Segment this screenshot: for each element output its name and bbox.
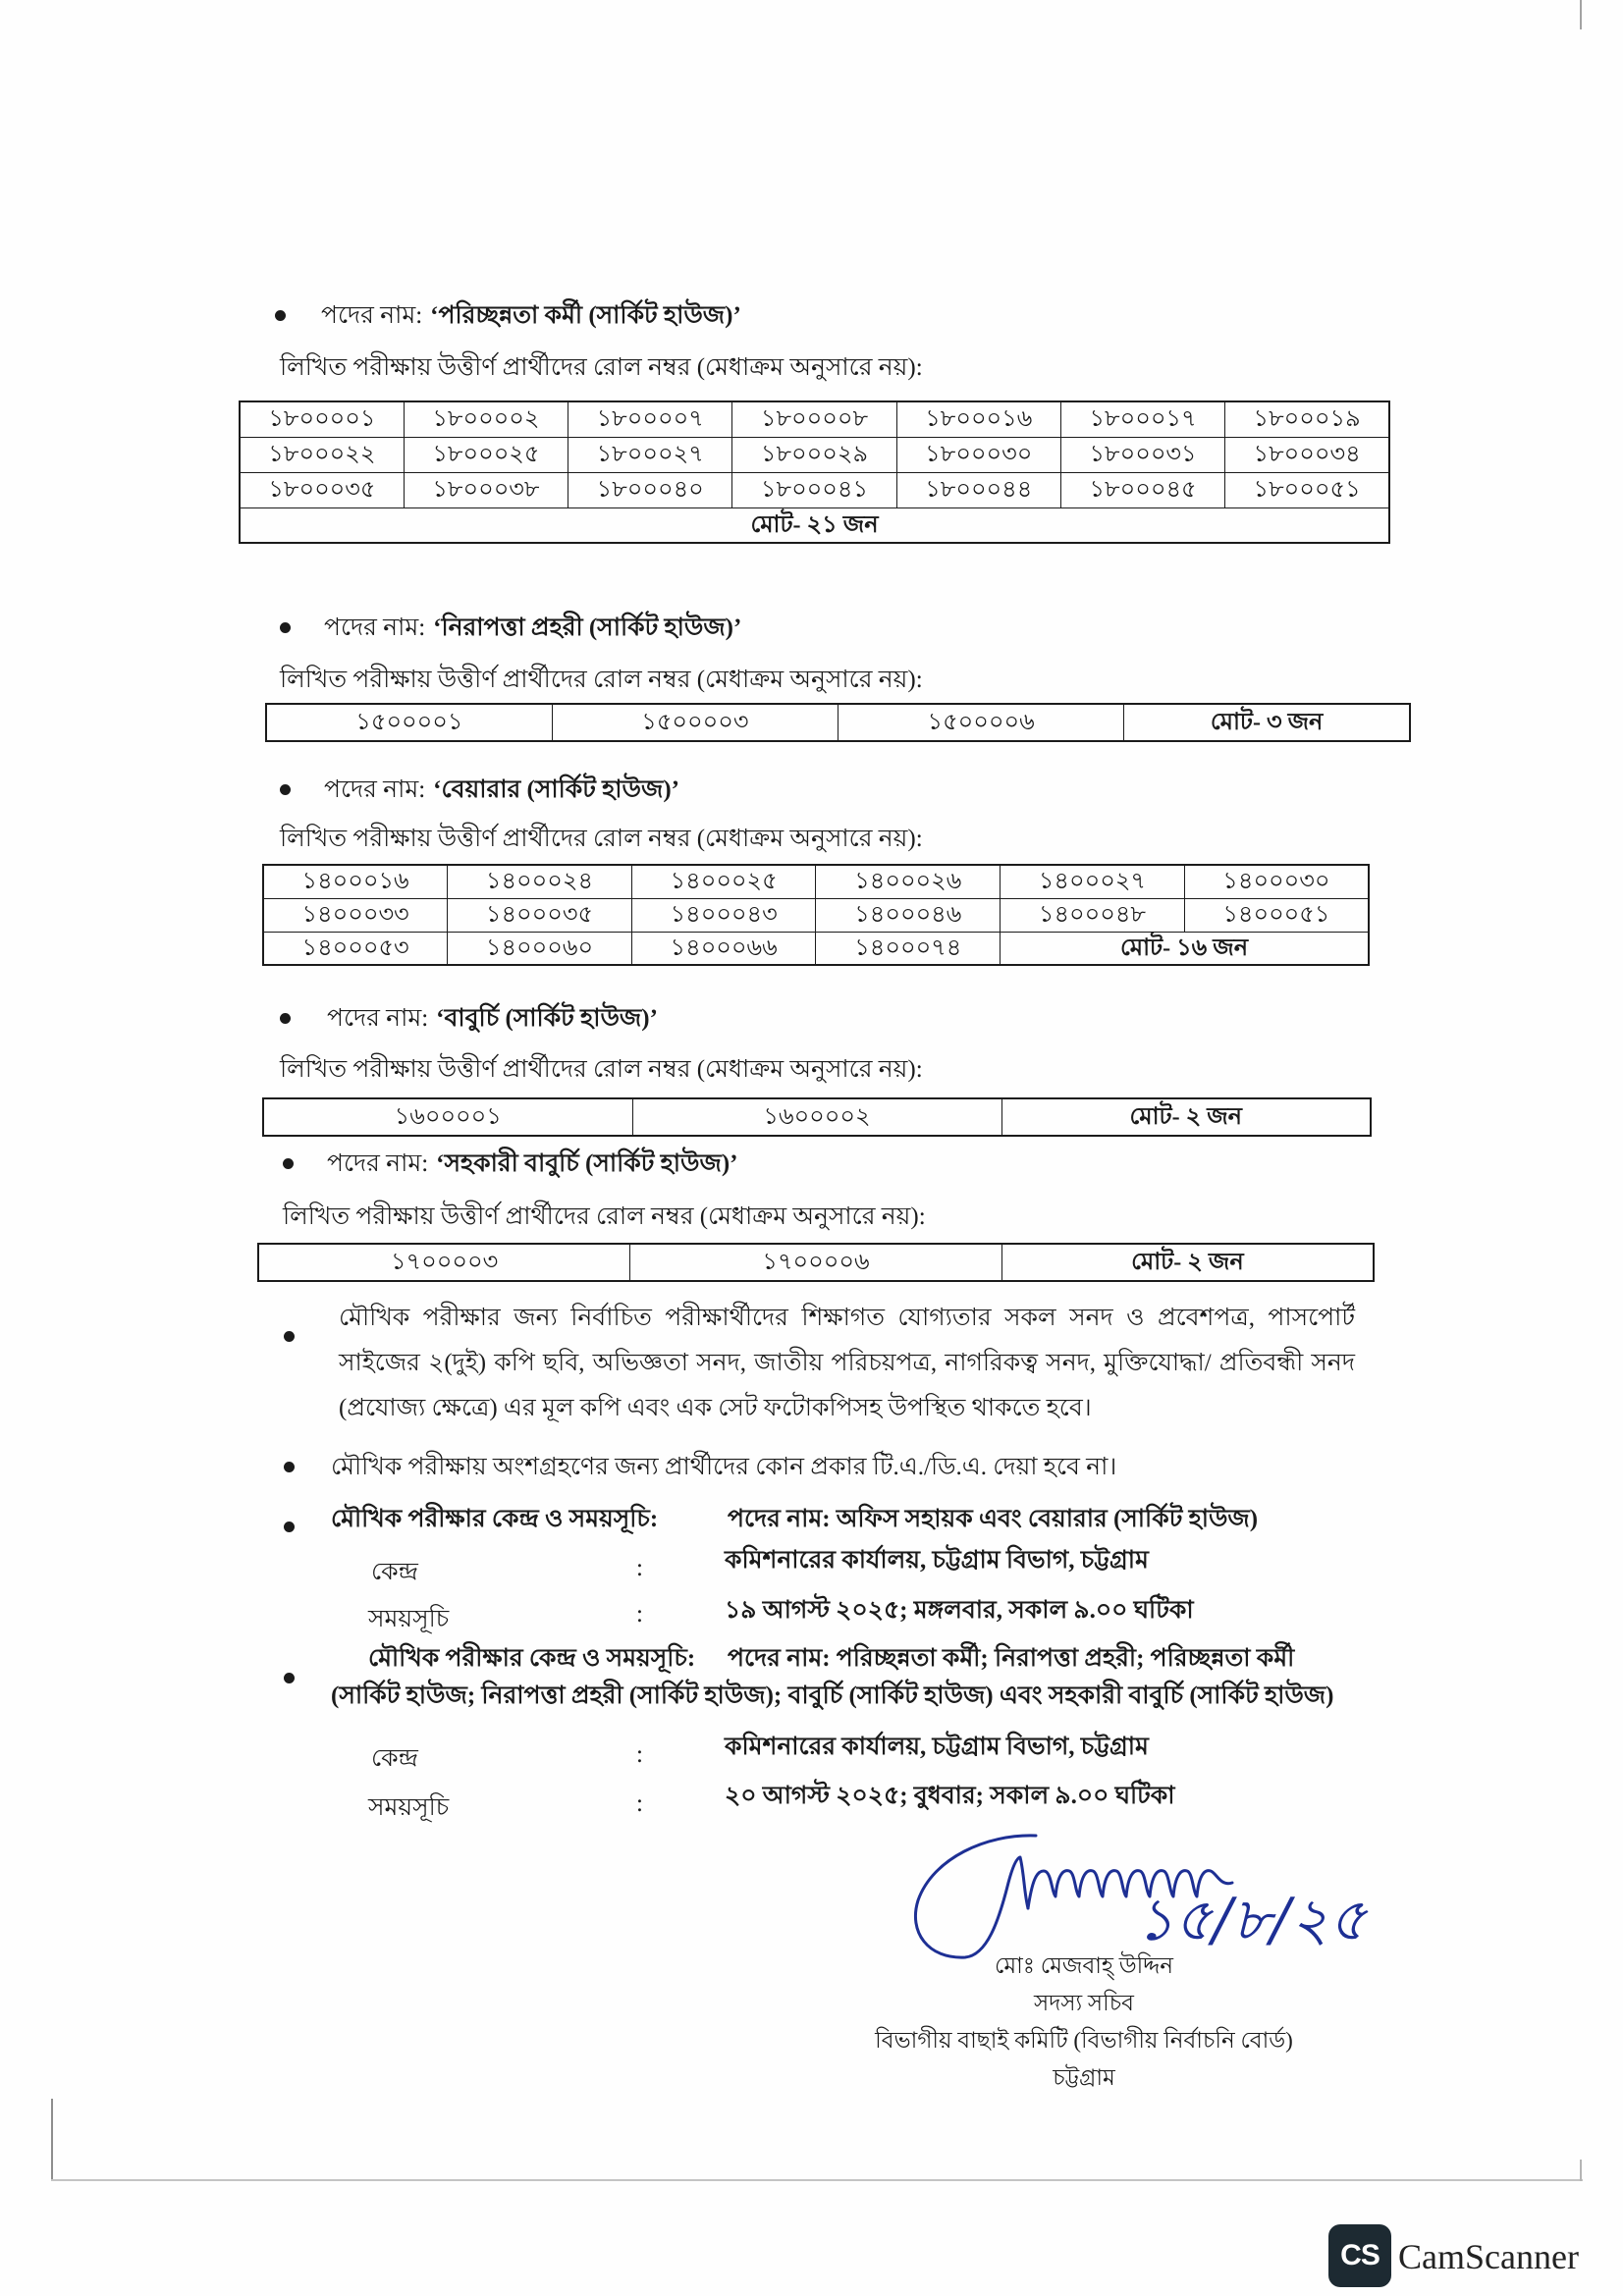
roll-row [240,472,1389,507]
schedule-posts: পদের নাম: পরিচ্ছন্নতা কর্মী; নিরাপত্তা প্রহরী; পরিচ্ছন্নতা কর্মী (সার্কিট হাউজ; নিরাপত্তা প্রহরী (সার্কিট হাউজ); বাবুর্চি (সার্কিট হাউজ) এবং সহকারী বাবুর্চি (সার্কিট হাউজ) [331,1645,1334,1709]
roll-number-cell: ১৪০০০৬০ [448,932,632,965]
roll-number-cell: ১৮০০০৩৪ [1225,437,1389,472]
roll-number-cell: ১৪০০০৭৪ [816,932,1001,965]
roll-caption: লিখিত পরীক্ষায় উত্তীর্ণ প্রার্থীদের রোল নম্বর (মেধাক্রম অনুসারে নয়): [283,1203,926,1230]
bullet-icon [280,622,291,633]
bullet-icon [284,1462,295,1472]
total-count-cell: মোট- ২ জন [1001,1098,1371,1136]
bullet-icon [280,1013,291,1024]
roll-number-cell: ১৮০০০০২ [404,401,568,437]
time-value: ২০ আগস্ট ২০২৫; বুধবার; সকাল ৯.০০ ঘটিকা [725,1783,1175,1809]
roll-number-cell: ১৮০০০০৭ [568,401,732,437]
roll-number-cell: ১৪০০০৩০ [1184,865,1369,898]
signatory-committee: বিভাগীয় বাছাই কমিটি (বিভাগীয় নির্বাচনি বোর্ড) [875,2028,1293,2053]
post-label: পদের নাম: [327,1150,429,1177]
post-heading [324,611,741,646]
roll-row [263,865,1369,898]
roll-number-cell: ১৪০০০২৬ [816,865,1001,898]
roll-number-cell: ১৮০০০৩১ [1060,437,1224,472]
schedule-heading [331,1640,1360,1715]
roll-row [263,1098,1371,1136]
roll-number-cell: ১৮০০০১৯ [1225,401,1389,437]
roll-number-cell: ১৫০০০০৩ [552,704,838,741]
roll-number-cell: ১৪০০০৫৩ [263,932,448,965]
roll-number-cell: ১৪০০০৬৬ [631,932,816,965]
roll-number-cell: ১৮০০০৩০ [896,437,1060,472]
roll-number-cell: ১৬০০০০২ [632,1098,1001,1136]
venue-label: কেন্দ্র [371,1559,418,1585]
roll-number-cell: ১৮০০০২২ [240,437,404,472]
roll-table [257,1243,1375,1282]
bullet-icon [284,1673,295,1683]
post-name: ‘সহকারী বাবুর্চি (সার্কিট হাউজ)’ [436,1150,738,1177]
roll-number-cell: ১৪০০০৪৬ [816,898,1001,932]
roll-number-cell: ১৮০০০৪০ [568,472,732,507]
signature-stroke [915,1836,1036,1957]
colon-separator: : [636,1555,643,1581]
signatory-block [829,1948,1339,2097]
roll-number-cell: ১৫০০০০১ [266,704,552,741]
colon-separator: : [636,1741,643,1768]
roll-number-cell: ১৮০০০৪১ [732,472,896,507]
colon-separator: : [636,1790,643,1817]
signatory-designation: সদস্য সচিব [1034,1991,1134,2015]
roll-number-cell: ১৪০০০৪৩ [631,898,816,932]
total-count-cell: মোট- ১৬ জন [1001,932,1369,965]
roll-number-cell: ১৮০০০২৯ [732,437,896,472]
post-label: পদের নাম: [327,1005,429,1032]
roll-row [240,437,1389,472]
roll-number-cell: ১৪০০০৪৮ [1001,898,1185,932]
venue-value: কমিশনারের কার্যালয়, চট্টগ্রাম বিভাগ, চট্টগ্রাম [725,1547,1149,1574]
roll-number-cell: ১৮০০০২৭ [568,437,732,472]
post-name: ‘বেয়ারার (সার্কিট হাউজ)’ [433,776,679,803]
post-heading [327,1001,658,1037]
roll-row [266,704,1410,741]
post-name: ‘বাবুর্চি (সার্কিট হাউজ)’ [436,1005,658,1032]
roll-number-cell: ১৮০০০১৬ [896,401,1060,437]
camscanner-logo-icon: CS [1328,2224,1391,2287]
roll-table [239,400,1390,544]
roll-number-cell: ১৪০০০৫১ [1184,898,1369,932]
page-edge-line [1580,0,1582,29]
roll-number-cell: ১৭০০০০৬ [630,1244,1002,1281]
roll-table [262,864,1370,966]
post-name: ‘পরিচ্ছন্নতা কর্মী (সার্কিট হাউজ)’ [430,302,741,329]
signatory-location: চট্টগ্রাম [1053,2065,1115,2090]
time-label: সময়সূচি [368,1606,450,1632]
roll-number-cell: ১৭০০০০৩ [258,1244,630,1281]
documents-note: মৌখিক পরীক্ষার জন্য নির্বাচিত পরীক্ষার্থীদের শিক্ষাগত যোগ্যতার সকল সনদ ও প্রবেশপত্র, পাসপোর্ট সাইজের ২(দুই) কপি ছবি, অভিজ্ঞতা সনদ, জাতীয় পরিচয়পত্র, নাগরিকত্ব সনদ, মুক্তিযোদ্ধা/ প্রতিবন্ধী সনদ (প্রযোজ্য ক্ষেত্রে) এর মূল কপি এবং এক সেট ফটোকপিসহ উপস্থিত থাকতে হবে। [339,1305,1355,1421]
roll-number-cell: ১৪০০০১৬ [263,865,448,898]
roll-caption: লিখিত পরীক্ষায় উত্তীর্ণ প্রার্থীদের রোল নম্বর (মেধাক্রম অনুসারে নয়): [280,1056,923,1083]
roll-number-cell: ১৮০০০২৫ [404,437,568,472]
roll-number-cell: ১৪০০০২৪ [448,865,632,898]
roll-row [263,898,1369,932]
post-label: পদের নাম: [324,614,426,641]
schedule-heading [331,1501,1357,1538]
page-edge-line [1580,2160,1582,2181]
roll-row [240,507,1389,543]
roll-number-cell: ১৮০০০৪৫ [1060,472,1224,507]
post-label: পদের নাম: [324,776,426,803]
roll-number-cell: ১৮০০০০১ [240,401,404,437]
post-heading [324,773,679,808]
roll-number-cell: ১৮০০০৩৮ [404,472,568,507]
camscanner-watermark: CamScanner [1398,2237,1579,2276]
roll-row [240,401,1389,437]
total-count-cell: মোট- ২ জন [1001,1244,1374,1281]
bullet-icon [284,1522,295,1532]
schedule-title: মৌখিক পরীক্ষার কেন্দ্র ও সময়সূচি: [368,1645,696,1672]
roll-table [265,703,1411,742]
roll-number-cell: ১৬০০০০১ [263,1098,632,1136]
time-value: ১৯ আগস্ট ২০২৫; মঙ্গলবার, সকাল ৯.০০ ঘটিকা [725,1597,1194,1624]
post-heading [321,298,741,334]
bullet-icon [275,310,286,321]
roll-caption: লিখিত পরীক্ষায় উত্তীর্ণ প্রার্থীদের রোল নম্বর (মেধাক্রম অনুসারে নয়): [280,667,923,693]
page-edge-line [51,2099,53,2181]
roll-table [262,1097,1372,1137]
roll-number-cell: ১৪০০০৩৫ [448,898,632,932]
venue-value: কমিশনারের কার্যালয়, চট্টগ্রাম বিভাগ, চট্টগ্রাম [725,1734,1149,1760]
roll-caption: লিখিত পরীক্ষায় উত্তীর্ণ প্রার্থীদের রোল নম্বর (মেধাক্রম অনুসারে নয়): [280,354,923,381]
roll-number-cell: ১৪০০০২৭ [1001,865,1185,898]
post-label: পদের নাম: [321,302,423,329]
roll-number-cell: ১৪০০০৩৩ [263,898,448,932]
roll-row [263,932,1369,965]
bullet-icon [280,784,291,795]
schedule-title: মৌখিক পরীক্ষার কেন্দ্র ও সময়সূচি: [331,1506,659,1532]
roll-number-cell: ১৮০০০৫১ [1225,472,1389,507]
total-count-cell: মোট- ২১ জন [240,507,1389,543]
bullet-icon [284,1331,295,1342]
roll-row [258,1244,1374,1281]
time-label: সময়সূচি [368,1794,450,1821]
roll-number-cell: ১৮০০০৩৫ [240,472,404,507]
schedule-posts: পদের নাম: অফিস সহায়ক এবং বেয়ারার (সার্কিট হাউজ) [728,1506,1259,1532]
roll-number-cell: ১৮০০০০৮ [732,401,896,437]
post-heading [327,1147,737,1182]
bullet-icon [283,1158,294,1169]
total-count-cell: মোট- ৩ জন [1124,704,1410,741]
venue-label: কেন্দ্র [371,1745,418,1772]
ta-da-note: মৌখিক পরীক্ষায় অংশগ্রহণের জন্য প্রার্থীদের কোন প্রকার টি.এ./ডি.এ. দেয়া হবে না। [331,1454,1117,1480]
roll-caption: লিখিত পরীক্ষায় উত্তীর্ণ প্রার্থীদের রোল নম্বর (মেধাক্রম অনুসারে নয়): [280,826,923,852]
signature-date: ১৫/৮/২৫ [1136,1886,1368,1954]
roll-number-cell: ১৮০০০৪৪ [896,472,1060,507]
roll-number-cell: ১৪০০০২৫ [631,865,816,898]
roll-number-cell: ১৫০০০০৬ [839,704,1124,741]
page-edge-line [51,2179,1583,2181]
roll-number-cell: ১৮০০০১৭ [1060,401,1224,437]
colon-separator: : [636,1601,643,1628]
post-name: ‘নিরাপত্তা প্রহরী (সার্কিট হাউজ)’ [433,614,742,641]
signatory-name: মোঃ মেজবাহ্ উদ্দিন [994,1953,1173,1978]
